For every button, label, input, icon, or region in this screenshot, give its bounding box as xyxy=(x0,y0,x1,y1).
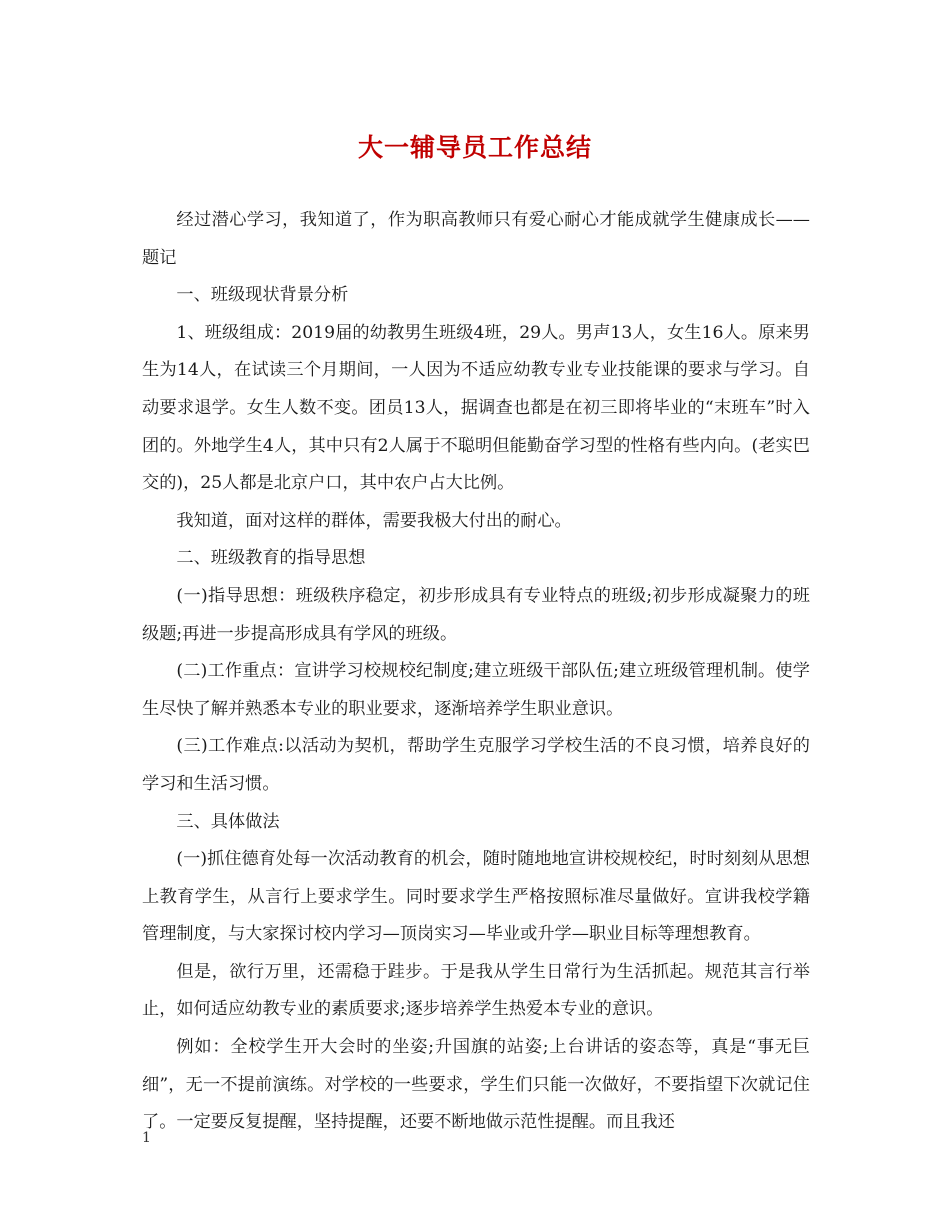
paragraph-guiding-idea: (一)指导思想：班级秩序稳定，初步形成具有专业特点的班级;初步形成凝聚力的班级题;再进一步提高形成具有学风的班级。 xyxy=(142,585,810,644)
paragraph-difficulty: (三)工作难点:以活动为契机，帮助学生克服学习学校生活的不良习惯，培养良好的学习和生活习惯。 xyxy=(142,736,810,794)
heading-section-2: 二、班级教育的指导思想 xyxy=(176,548,366,569)
heading-section-1: 一、班级现状背景分析 xyxy=(176,285,349,306)
paragraph-example: 例如：全校学生开大会时的坐姿;升国旗的站姿;上台讲话的姿态等，真是“事无巨细”，无一不提前演练。对学校的一些要求，学生们只能一次做好，不要指望下次就记住了。一定要反复提醒，坚持提醒，还要不断地做示范性提醒。而且我还 xyxy=(142,1037,810,1133)
paragraph-daily-behavior: 但是，欲行万里，还需稳于跬步。于是我从学生日常行为生活抓起。规范其言行举止，如何适应幼教专业的素质要求;逐步培养学生热爱本专业的意识。 xyxy=(142,961,810,1020)
paragraph-key-work: (二)工作重点：宣讲学习校规校纪制度;建立班级干部队伍;建立班级管理机制。使学生尽快了解并熟悉本专业的职业要求，逐渐培养学生职业意识。 xyxy=(142,661,810,719)
paragraph-patience: 我知道，面对这样的群体，需要我极大付出的耐心。 xyxy=(176,510,572,531)
document-title: 大一辅导员工作总结 xyxy=(357,133,592,162)
document-body xyxy=(142,202,810,1142)
heading-section-3: 三、具体做法 xyxy=(176,811,280,832)
page-number: 1 xyxy=(142,1130,151,1146)
paragraph-class-composition: 1、班级组成：2019届的幼教男生班级4班，29人。男声13人，女生16人。原来男生为14人，在试读三个月期间，一人因为不适应幼教专业专业技能课的要求与学习。自动要求退学。女生人数不变。团员13人，据调查也都是在初三即将毕业的“末班车”时入团的。外地学生4人，其中只有2人属于不聪明但能勤奋学习型的性格有些内向。(老实巴交的)，25人都是北京户口，其中农户占大比例。 xyxy=(142,322,810,494)
paragraph-method-1: (一)抓住德育处每一次活动教育的机会，随时随地地宣讲校规校纪，时时刻刻从思想上教育学生，从言行上要求学生。同时要求学生严格按照标准尽量做好。宣讲我校学籍管理制度，与大家探讨校内学习—顶岗实习—毕业或升学—职业目标等理想教育。 xyxy=(142,849,810,945)
paragraph-epigraph: 经过潜心学习，我知道了，作为职高教师只有爱心耐心才能成就学生健康成长——题记 xyxy=(142,210,810,268)
